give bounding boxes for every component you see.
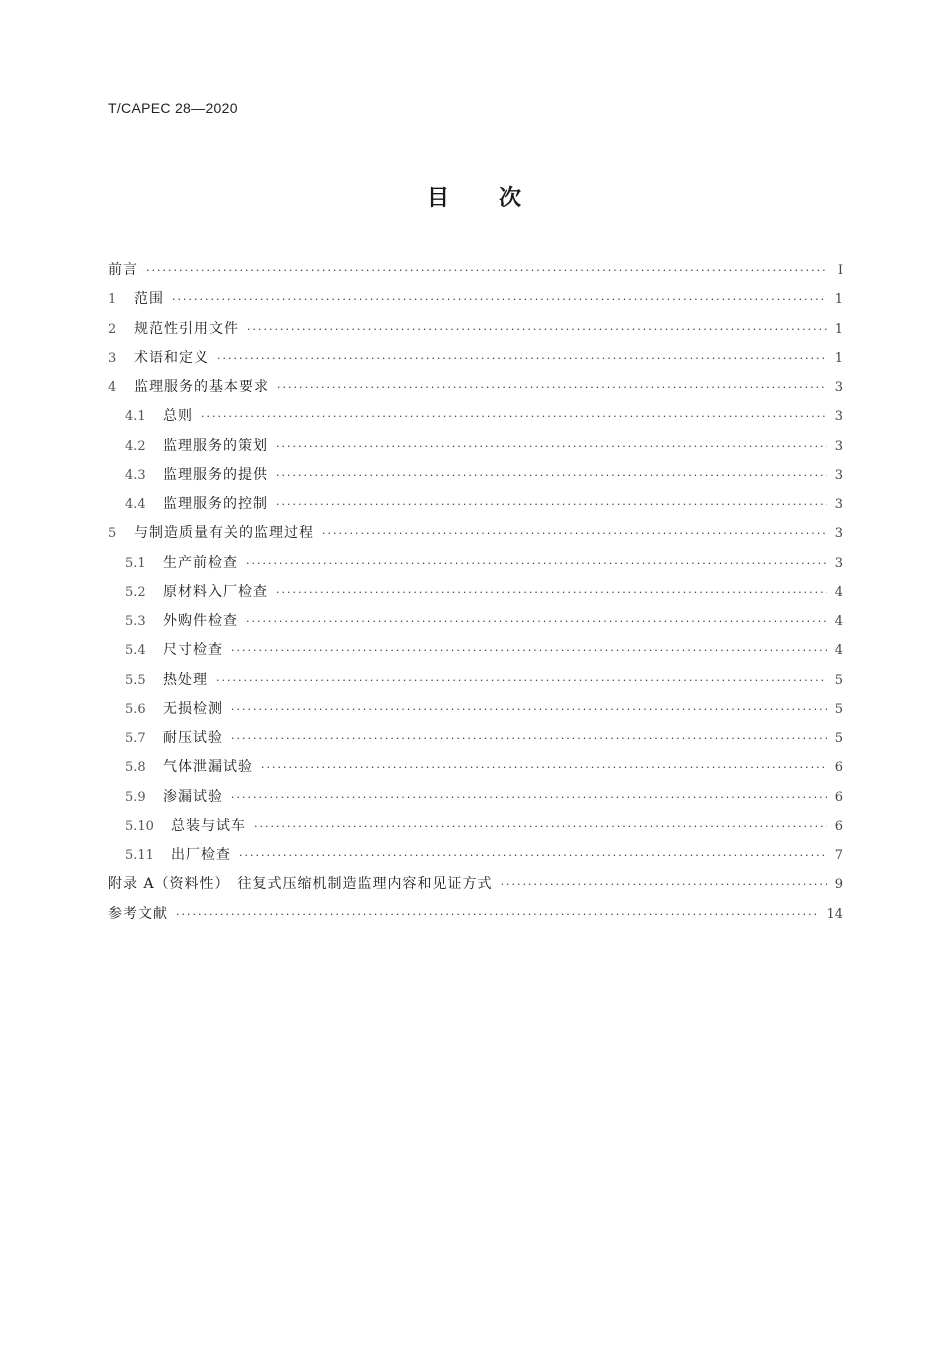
dot-leader	[217, 344, 827, 373]
toc-entry-title: 监理服务的控制	[163, 496, 268, 512]
toc-entry-number: 5.9	[125, 789, 146, 805]
toc-entry-page: 3	[834, 380, 843, 395]
toc-entry-title: 监理服务的提供	[163, 466, 268, 483]
toc-entry-5-8[interactable]	[108, 753, 843, 782]
toc-entry-4-1[interactable]	[108, 402, 843, 431]
toc-entry-number: 2	[108, 321, 117, 337]
dot-leader	[276, 578, 827, 607]
toc-entry-page: 1	[834, 292, 843, 308]
toc-entry-number: 5.4	[125, 643, 146, 659]
toc-entry-title: 前言	[108, 262, 138, 278]
toc-entry-title: 监理服务的策划	[163, 437, 268, 454]
toc-entry-title: 耐压试验	[163, 730, 223, 746]
toc-entry-number: 5.8	[125, 760, 146, 776]
toc-entry-title: 总装与试车	[171, 817, 246, 834]
toc-entry-title: 附录 A（资料性） 往复式压缩机制造监理内容和见证方式	[108, 876, 493, 893]
toc-entry-number: 4.1	[125, 409, 146, 425]
toc-entry-page: 5	[834, 672, 843, 688]
toc-entry-number: 5.6	[125, 701, 146, 717]
toc-entry-page: 3	[834, 438, 843, 454]
toc-entry-title: 出厂检查	[171, 847, 231, 863]
toc-entry-title: 参考文献	[108, 905, 168, 922]
toc-entry-page: 4	[834, 614, 843, 629]
toc-entry-page: 6	[834, 760, 843, 776]
toc-entry-5-11[interactable]	[108, 841, 843, 870]
toc-entry-4-2[interactable]	[108, 432, 843, 461]
toc-entry-page: 4	[834, 643, 843, 659]
toc-entry-title: 生产前检查	[163, 554, 238, 571]
dot-leader	[246, 549, 827, 578]
toc-entry-number: 5.3	[125, 614, 146, 629]
toc-entry-page: 9	[834, 877, 843, 893]
toc-entry-page: 3	[834, 555, 843, 571]
toc-entry-5-4[interactable]	[108, 636, 843, 665]
toc-entry-title: 热处理	[163, 671, 208, 688]
page-title	[0, 181, 950, 212]
toc-entry-number: 5.7	[125, 731, 146, 746]
toc-entry-title: 原材料入厂检查	[163, 583, 268, 600]
dot-leader	[501, 870, 827, 899]
toc-entry-5-1[interactable]	[108, 549, 843, 578]
toc-entry-5-9[interactable]	[108, 783, 843, 812]
toc-entry-title: 范围	[134, 291, 164, 308]
toc-entry-title: 与制造质量有关的监理过程	[134, 525, 314, 542]
toc-entry-title: 无损检测	[163, 700, 223, 717]
dot-leader	[276, 490, 827, 519]
toc-entry-page: Ⅰ	[837, 263, 843, 278]
dot-leader	[176, 900, 820, 929]
toc-entry-title: 规范性引用文件	[134, 320, 239, 337]
toc-entry-title: 外购件检查	[163, 613, 238, 629]
toc-entry-page: 7	[834, 848, 843, 863]
toc-entry-page: 14	[826, 906, 843, 922]
toc-entry-page: 3	[834, 526, 843, 542]
toc-entry-number: 3	[108, 350, 117, 366]
dot-leader	[322, 519, 827, 548]
toc-entry-5-5[interactable]	[108, 666, 843, 695]
toc-entry-page: 3	[834, 467, 843, 483]
toc-entry-page: 1	[834, 321, 843, 337]
toc-entry-page: 5	[834, 731, 843, 746]
toc-entry-appendix-a[interactable]	[108, 870, 843, 899]
toc-entry-5[interactable]	[108, 519, 843, 548]
toc-entry-title: 渗漏试验	[163, 788, 223, 805]
toc-entry-number: 5.2	[125, 584, 146, 600]
toc-entry-number: 4.3	[125, 467, 146, 483]
toc-entry-5-3[interactable]	[108, 607, 843, 636]
toc-entry-title: 总则	[163, 408, 193, 425]
document-code: T/CAPEC 28—2020	[108, 100, 238, 116]
toc-entry-number: 5.1	[125, 555, 146, 571]
toc-entry-page: 6	[834, 789, 843, 805]
toc-entry-title: 尺寸检查	[163, 642, 223, 659]
toc-entry-4-3[interactable]	[108, 461, 843, 490]
toc-entry-page: 4	[834, 584, 843, 600]
toc-entry-5-2[interactable]	[108, 578, 843, 607]
toc-entry-title: 气体泄漏试验	[163, 759, 253, 776]
dot-leader	[276, 461, 827, 490]
toc-entry-title: 术语和定义	[134, 349, 209, 366]
dot-leader	[231, 724, 827, 753]
toc-entry-number: 4.4	[125, 497, 146, 512]
dot-leader	[216, 666, 827, 695]
dot-leader	[276, 432, 827, 461]
dot-leader	[172, 285, 827, 314]
toc-entry-number: 4	[108, 380, 117, 395]
toc-entry-number: 5.10	[125, 818, 154, 834]
toc-entry-4[interactable]	[108, 373, 843, 402]
toc-entry-title: 监理服务的基本要求	[134, 379, 269, 395]
toc-entry-4-4[interactable]	[108, 490, 843, 519]
toc-entry-number: 4.2	[125, 438, 146, 454]
toc-entry-number: 1	[108, 292, 117, 308]
toc-entry-page: 3	[834, 497, 843, 512]
toc-entry-5-6[interactable]	[108, 695, 843, 724]
toc-entry-1[interactable]	[108, 285, 843, 314]
title-char-1: 目	[426, 186, 451, 211]
toc-entry-number: 5.11	[125, 848, 154, 863]
toc-entry-page: 6	[834, 818, 843, 834]
dot-leader	[231, 695, 827, 724]
toc-entry-number: 5.5	[125, 672, 146, 688]
dot-leader	[201, 402, 827, 431]
dot-leader	[247, 315, 827, 344]
dot-leader	[277, 373, 827, 402]
toc-entry-page: 5	[834, 701, 843, 717]
toc-entry-page: 1	[834, 350, 843, 366]
toc-entry-page: 3	[834, 409, 843, 425]
dot-leader	[231, 783, 827, 812]
toc-entry-foreword[interactable]	[108, 256, 843, 285]
table-of-contents	[108, 256, 843, 929]
dot-leader	[261, 753, 827, 782]
toc-entry-5-10[interactable]	[108, 812, 843, 841]
dot-leader	[146, 256, 827, 285]
dot-leader	[254, 812, 827, 841]
dot-leader	[231, 636, 827, 665]
toc-entry-3[interactable]	[108, 344, 843, 373]
dot-leader	[246, 607, 827, 636]
toc-entry-5-7[interactable]	[108, 724, 843, 753]
toc-entry-2[interactable]	[108, 315, 843, 344]
dot-leader	[239, 841, 827, 870]
title-char-2: 次	[499, 186, 524, 211]
toc-entry-number: 5	[108, 526, 117, 542]
toc-entry-bibliography[interactable]	[108, 900, 843, 929]
